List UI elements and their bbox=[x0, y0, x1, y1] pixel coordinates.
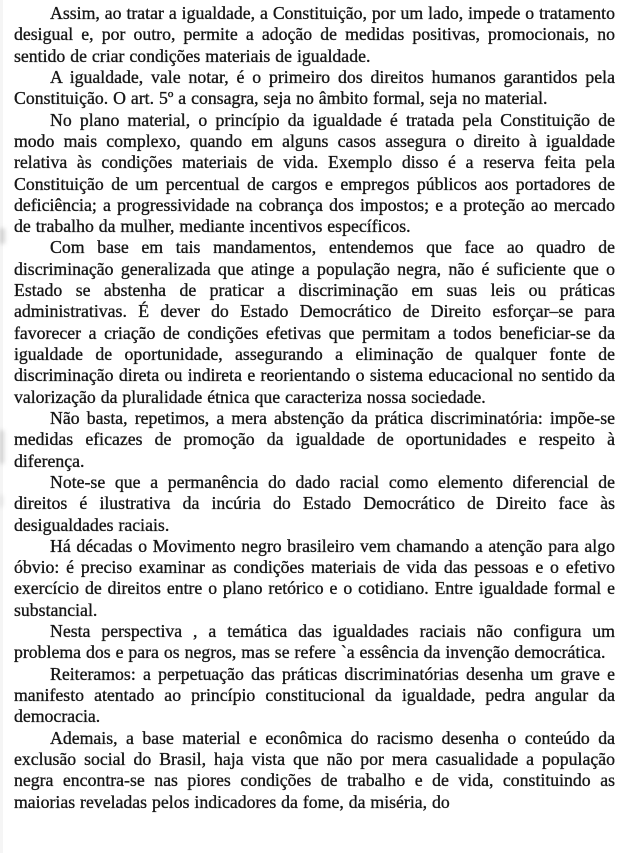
paragraph-1: Assim, ao tratar a igualdade, a Constituição, por um lado, impede o tratamento desigual e, por outro, permite a adoção de medidas positivas, promocionais, no sentido de criar condições materiais de igualdade. bbox=[14, 3, 615, 66]
paragraph-8: Nesta perspectiva , a temática das igualdades raciais não configura um problema dos e para os negros, mas se refere `a essência da invenção democrática. bbox=[14, 621, 615, 663]
paragraph-10: Ademais, a base material e econômica do racismo desenha o conteúdo da exclusão social do Brasil, haja vista que não por mera casualidade a população negra encontra-se nas piores condições de trabalho e de vida, constituindo as maiorias reveladas pelos indicadores da fome, da miséria, do bbox=[14, 727, 615, 812]
paragraph-6: Note-se que a permanência do dado racial como elemento diferencial de direitos é ilustrativa da incúria do Estado Democrático de Direito face às desigualdades raciais. bbox=[14, 471, 615, 535]
paragraph-3: No plano material, o princípio da igualdade é tratada pela Constituição de modo mais complexo, quando em alguns casos assegura o direito à igualdade relativa às condições materiais de vida. Exemplo disso é a reserva feita pela Constituição de um percentual de cargos e empregos públicos aos portadores de deficiência; a progressividade na cobrança dos impostos; e a proteção ao mercado de trabalho da mulher, mediante incentivos específicos. bbox=[14, 109, 615, 237]
scan-artifact bbox=[0, 495, 3, 507]
paragraph-5: Não basta, repetimos, a mera abstenção da prática discriminatória: impõe-se medidas eficazes de promoção da igualdade de oportunidades e respeito à diferença. bbox=[14, 407, 615, 471]
paragraph-4: Com base em tais mandamentos, entendemos que face ao quadro de discriminação generalizada que atinge a população negra, não é suficiente que o Estado se abstenha de praticar a discriminação em suas leis ou práticas administrativas. É dever do Estado Democrático de Direito esforçar–se para favorecer a criação de condições efetivas que permitam a todos beneficiar-se da igualdade de oportunidade, assegurando a eliminação de qualquer fonte de discriminação direta ou indireta e reorientando o sistema educacional no sentido da valorização da pluralidade étnica que caracteriza nossa sociedade. bbox=[14, 237, 615, 407]
paragraph-2: A igualdade, vale notar, é o primeiro dos direitos humanos garantidos pela Constituição. O art. 5º a consagra, seja no âmbito formal, seja no material. bbox=[14, 66, 615, 109]
scan-artifact bbox=[0, 430, 4, 464]
paragraph-7: Há décadas o Movimento negro brasileiro vem chamando a atenção para algo óbvio: é preciso examinar as condições materiais de vida das pessoas e o efetivo exercício de direitos entre o plano retórico e o cotidiano. Entre igualdade formal e substancial. bbox=[14, 535, 615, 620]
scan-artifact bbox=[0, 228, 5, 244]
scan-edge-shadow bbox=[0, 0, 3, 853]
document-page bbox=[14, 3, 615, 813]
paragraph-9: Reiteramos: a perpetuação das práticas discriminatórias desenha um grave e manifesto atentado ao princípio constitucional da igualdade, pedra angular da democracia. bbox=[14, 663, 615, 727]
